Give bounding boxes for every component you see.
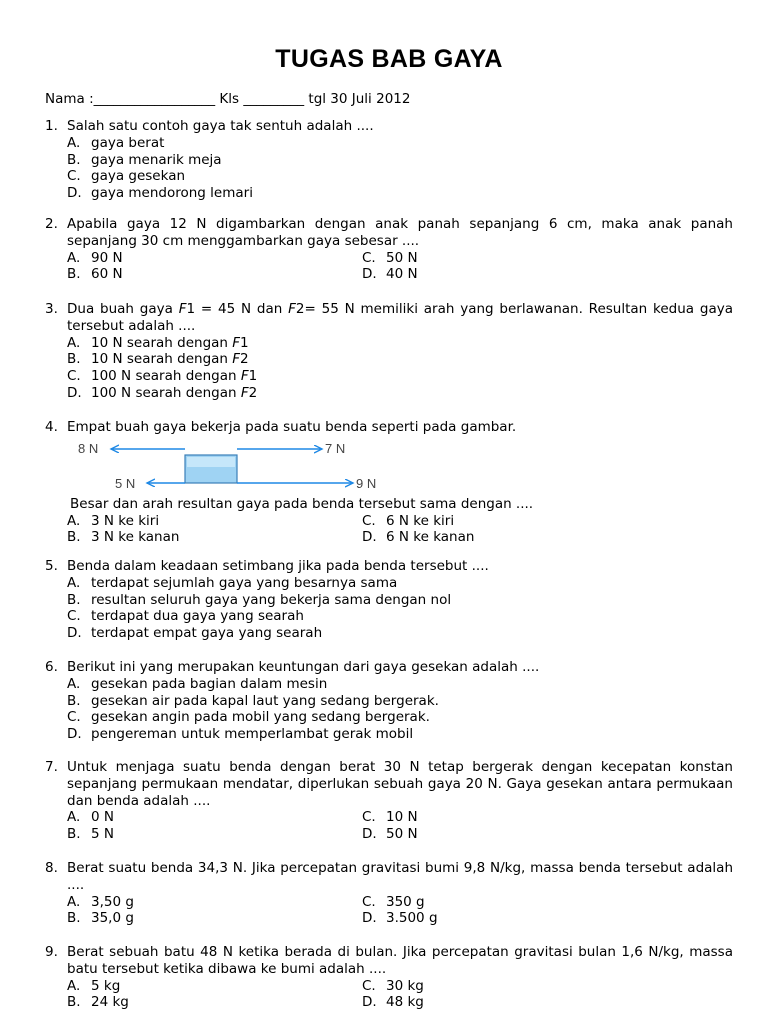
option-d: D. pengereman untuk memperlambat gerak mobil <box>67 726 414 743</box>
option-a: A. 5 kg <box>67 977 121 994</box>
question-number: 7. <box>45 759 58 775</box>
option-b: B. 10 N searah dengan F2 <box>67 351 249 368</box>
student-info-line: Nama :__________________ Kls _________ tgl 30 Juli 2012 <box>45 91 411 107</box>
question-4 <box>45 419 733 546</box>
option-d: D. 3.500 g <box>362 910 438 927</box>
question-7 <box>45 759 733 843</box>
option-c: C. 350 g <box>362 893 425 910</box>
option-a: A. 0 N <box>67 809 114 826</box>
question-prompt: Besar dan arah resultan gaya pada benda tersebut sama dengan .... <box>70 495 534 512</box>
option-c: C. 30 kg <box>362 977 424 994</box>
option-c: C. gesekan angin pada mobil yang sedang bergerak. <box>67 709 430 726</box>
option-d: D. terdapat empat gaya yang searah <box>67 625 323 642</box>
option-a: A. 10 N searah dengan F1 <box>67 334 249 351</box>
option-b: B. 60 N <box>67 266 123 283</box>
option-b: B. 5 N <box>67 826 114 843</box>
question-5 <box>45 558 733 642</box>
label-5n: 5 N <box>115 475 136 491</box>
document-title: TUGAS BAB GAYA <box>275 45 503 73</box>
option-a: A. gesekan pada bagian dalam mesin <box>67 675 328 692</box>
option-c: C. 100 N searah dengan F1 <box>67 368 258 385</box>
option-c: C. gaya gesekan <box>67 168 186 185</box>
question-stem: Salah satu contoh gaya tak sentuh adalah .... <box>67 118 374 134</box>
option-d: D. 40 N <box>362 266 418 283</box>
label-8n: 8 N <box>78 440 99 456</box>
question-number: 3. <box>45 301 58 317</box>
question-stem: Apabila gaya 12 N digambarkan dengan anak panah sepanjang 6 cm, maka anak panah sepanjang 30 cm menggambarkan gaya sebesar .... <box>67 216 733 249</box>
option-b: B. 3 N ke kanan <box>67 529 180 546</box>
option-c: C. terdapat dua gaya yang searah <box>67 608 304 625</box>
question-stem: Benda dalam keadaan setimbang jika pada benda tersebut .... <box>67 558 489 574</box>
option-c: C. 10 N <box>362 809 418 826</box>
option-d: D. gaya mendorong lemari <box>67 185 253 202</box>
label-9n: 9 N <box>356 475 377 491</box>
question-stem: Berikut ini yang merupakan keuntungan dari gaya gesekan adalah .... <box>67 659 540 675</box>
question-stem: Berat suatu benda 34,3 N. Jika percepatan gravitasi bumi 9,8 N/kg, massa benda tersebut adalah .... <box>67 860 733 893</box>
question-number: 8. <box>45 860 58 876</box>
question-number: 9. <box>45 944 58 960</box>
label-7n: 7 N <box>325 440 346 456</box>
force-diagram <box>45 436 733 496</box>
option-a: A. 90 N <box>67 249 123 266</box>
option-a: A. terdapat sejumlah gaya yang besarnya sama <box>67 574 398 591</box>
force-diagram-figure <box>67 439 377 499</box>
option-a: A. 3 N ke kiri <box>67 512 160 529</box>
option-a: A. gaya berat <box>67 134 165 151</box>
question-6 <box>45 659 733 743</box>
question-stem: Untuk menjaga suatu benda dengan berat 30 N tetap bergerak dengan kecepatan konstan sepanjang permukaan mendatar, diperlukan sebuah gaya 20 N. Gaya gesekan antara permukaan dan benda adalah .... <box>67 759 733 809</box>
option-d: D. 48 kg <box>362 994 424 1011</box>
question-2 <box>45 216 733 283</box>
question-number: 4. <box>45 419 58 435</box>
question-stem: Dua buah gaya F1 = 45 N dan F2= 55 N memiliki arah yang berlawanan. Resultan kedua gaya tersebut adalah .... <box>67 301 733 334</box>
option-d: D. 50 N <box>362 826 418 843</box>
option-b: B. gesekan air pada kapal laut yang sedang bergerak. <box>67 692 439 709</box>
option-b: B. 35,0 g <box>67 910 134 927</box>
option-c: C. 50 N <box>362 249 418 266</box>
question-number: 1. <box>45 118 58 134</box>
option-b: B. 24 kg <box>67 994 129 1011</box>
option-b: B. resultan seluruh gaya yang bekerja sama dengan nol <box>67 591 452 608</box>
option-c: C. 6 N ke kiri <box>362 512 455 529</box>
option-d: D. 6 N ke kanan <box>362 529 475 546</box>
question-stem: Berat sebuah batu 48 N ketika berada di bulan. Jika percepatan gravitasi bulan 1,6 N/kg, massa batu tersebut ketika dibawa ke bumi adalah .... <box>67 944 733 977</box>
question-8 <box>45 860 733 927</box>
question-stem: Empat buah gaya bekerja pada suatu benda seperti pada gambar. <box>67 419 517 435</box>
question-number: 2. <box>45 216 58 232</box>
question-number: 6. <box>45 659 58 675</box>
option-b: B. gaya menarik meja <box>67 151 222 168</box>
option-d: D. 100 N searah dengan F2 <box>67 384 258 401</box>
question-3 <box>45 301 733 402</box>
option-a: A. 3,50 g <box>67 893 134 910</box>
question-number: 5. <box>45 558 58 574</box>
question-9 <box>45 944 733 1011</box>
question-1 <box>45 118 733 202</box>
